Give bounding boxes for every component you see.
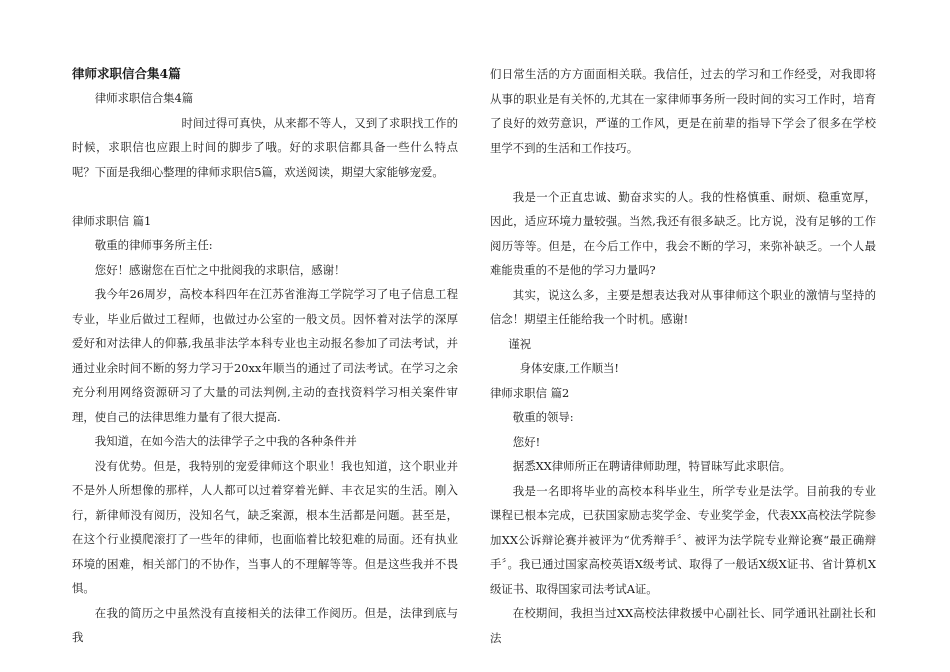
paragraph: 我今年26周岁，高校本科四年在江苏省淮海工学院学习了电子信息工程专业，毕业后做过工程师，也做过办公室的一般文员。因怀着对法学的深厚爱好和对法律人的仰慕,我虽非法学本科专业也主动报名参加了司法考试，并通过业余时间不断的努力学习于20xx年顺当的通过了司法考试。在学习之余充分利用网络资源研习了大量的司法判例,主动的查找资料学习相关案件审理，使自己的法律思维力量有了很大提高. <box>72 287 458 424</box>
left-column <box>72 62 458 650</box>
salutation: 敬重的领导: <box>512 410 574 424</box>
paragraph: 我是一个正直忠诚、勤奋求实的人。我的性格慎重、耐烦、稳重宽厚，因此，适应环境力量较强。当然,我还有很多缺乏。比方说，没有足够的工作阅历等等。但是，在今后工作中，我会不断的学习，来弥补缺乏。一个人最难能贵重的不是他的学习力量吗? <box>490 189 876 277</box>
paragraph: 在我的简历之中虽然没有直接相关的法律工作阅历。但是，法律到底与我 <box>72 605 458 644</box>
paragraph: 没有优势。但是，我特别的宠爱律师这个职业！我也知道，这个职业并不是外人所想像的那样，人人都可以过着穿着光鲜、丰衣足实的生活。刚入行，新律师没有阅历，没知名气，缺乏案源，根本生活都是问题。甚至是，在这个行业摸爬滚打了一些年的律师，也面临着比较犯难的局面。还有执业环境的困难，相关部门的不协作，当事人的不理解等等。但是这些我并不畏惧。 <box>72 458 458 595</box>
paragraph: 在校期间，我担当过XX高校法律救援中心副社长、同学通讯社副社长和法 <box>490 606 876 645</box>
closing-line: 谨祝 <box>508 336 532 351</box>
closing-wish: 身体安康,工作顺当! <box>519 361 619 375</box>
section-heading-1: 律师求职信 篇1 <box>72 213 152 228</box>
paragraph: 我是一名即将毕业的高校本科毕业生，所学专业是法学。目前我的专业课程已根本完成，已获国家励志奖学金、专业奖学金，代表XX高校法学院参加XX公诉辩论赛并被评为“优秀辩手〞、被评为法学院专业辩论赛“最正确辩手〞。我已通过国家高校英语X级考试、取得了一般话X级X证书、省计算机X级证书、取得国家司法考试A证。 <box>490 483 876 596</box>
document-subtitle: 律师求职信合集4篇 <box>94 91 194 105</box>
intro-paragraph: 时间过得可真快，从来都不等人，又到了求职找工作的时候，求职信也应跟上时间的脚步了哦。好的求职信都具备一些什么特点呢？下面是我细心整理的律师求职信5篇，欢送阅读，期望大家能够宠爱。 <box>72 115 458 179</box>
paragraph-continued: 们日常生活的方方面面相关联。我信任，过去的学习和工作经受，对我即将从事的职业是有关怀的,尤其在一家律师事务所一段时间的实习工作时，培育了良好的效劳意识，严谨的工作风，更是在前辈的指导下学会了很多在学校里学不到的生活和工作技巧。 <box>490 67 876 155</box>
paragraph: 其实，说这么多，主要是想表达我对从事律师这个职业的激情与坚持的信念！期望主任能给我一个时机。感谢! <box>490 287 876 326</box>
blank-line <box>490 160 876 185</box>
greeting: 您好! <box>512 434 541 449</box>
document-title: 律师求职信合集4篇 <box>72 66 181 81</box>
paragraph: 我知道，在如今浩大的法律学子之中我的各种条件并 <box>94 434 357 448</box>
paragraph: 据悉XX律师所正在聘请律师助理，特冒昧写此求职信。 <box>512 459 792 473</box>
right-column <box>490 62 876 650</box>
greeting: 您好！感谢您在百忙之中批阅我的求职信，感谢！ <box>94 262 346 277</box>
section-heading-2: 律师求职信 篇2 <box>490 385 570 400</box>
blank-line <box>72 184 458 209</box>
salutation: 敬重的律师事务所主任: <box>94 238 213 252</box>
